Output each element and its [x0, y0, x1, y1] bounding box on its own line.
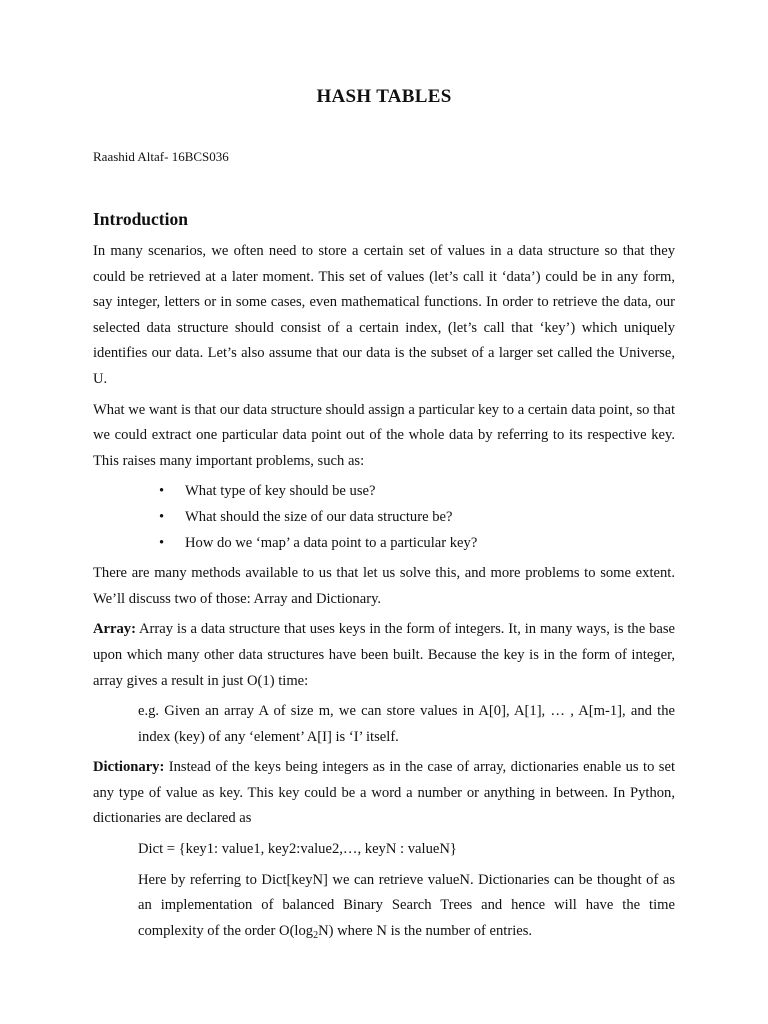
- intro-paragraph-1: In many scenarios, we often need to store a certain set of values in a data structure so that they could be retrieved at a later moment. This set of values (let’s call it ‘data’) could be in any form, say integer, letters or in some cases, even mathematical functions. In order to retrieve the data, our selected data structure should consist of a certain index, (let’s call that ‘key’) which uniquely identifies our data. Let’s also assume that our data is the subset of a larger set called the Universe, U.: [93, 243, 675, 387]
- methods-paragraph: There are many methods available to us that let us solve this, and more problems to some extent. We’ll discuss two of those: Array and Dictionary.: [93, 565, 675, 607]
- dictionary-explanation: Here by referring to Dict[keyN] we can retrieve valueN. Dictionaries can be thought of as an implementation of balanced Binary Search Trees and hence will have the time complexity of the order $O(\log_2N)$ where N is the number of entries.: [138, 871, 675, 941]
- intro-paragraph-2: What we want is that our data structure should assign a particular key to a certain data point, so that we could extract one particular data point out of the whole data by referring to its respective key. This raises many important problems, such as:: [93, 401, 675, 469]
- document-title: HASH TABLES: [316, 86, 452, 107]
- list-item: • How do we ‘map’ a data point to a particular key?: [93, 531, 675, 557]
- dictionary-label: Dictionary:: [93, 759, 165, 776]
- dictionary-text: Instead of the keys being integers as in the case of array, dictionaries enable us to set any type of value as key. This key could be a word a number or anything in between. In Python, dictionaries are declared as: [93, 759, 675, 827]
- list-item: • What should the size of our data structure be?: [93, 505, 675, 531]
- document-body: [93, 239, 675, 949]
- bullet-icon: •: [159, 534, 165, 551]
- bullet-icon: •: [159, 508, 165, 525]
- dictionary-code: Dict = {key1: value1, key2:value2,…, keyN : valueN}: [138, 841, 457, 858]
- author-line: Raashid Altaf- 16BCS036: [93, 149, 229, 164]
- bullet-icon: •: [159, 483, 165, 500]
- array-paragraph: [93, 617, 675, 694]
- section-heading: Introduction: [93, 209, 188, 229]
- array-text: Array is a data structure that uses keys in the form of integers. It, in many ways, is the base upon which many other data structures have been built. Because the key is in the form of integer, array gives a result in just O(1) time:: [93, 621, 675, 689]
- array-label: Array:: [93, 621, 136, 638]
- question-list: [93, 479, 675, 556]
- list-item: • What type of key should be use?: [93, 479, 675, 505]
- dictionary-paragraph: [93, 755, 675, 832]
- array-example: e.g. Given an array A of size m, we can store values in A[0], A[1], … , A[m-1], and the index (key) of any ‘element’ A[I] is ‘I’ itself.: [138, 703, 675, 745]
